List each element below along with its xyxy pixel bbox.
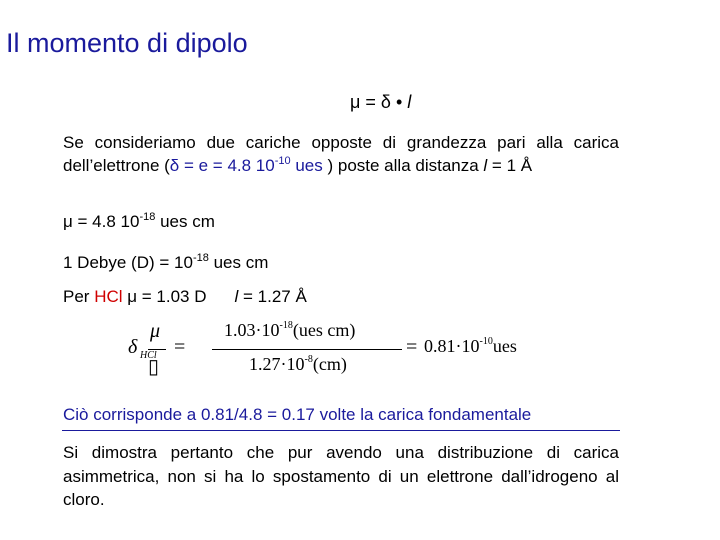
charge-value-base: δ = e = 4.8 10 [169,156,275,175]
hcl-l-symbol: l [234,287,239,306]
hcl-line [63,287,307,307]
mu-value-line [63,212,215,232]
eq-num-exp: -18 [279,320,293,331]
charge-value [170,156,323,175]
eq-rhs-value: 0.81·10 [424,336,480,356]
eq-rhs-unit: ues [492,336,517,356]
ratio-sentence: Ciò corrisponde a 0.81/4.8 = 0.17 volte la carica fondamentale [63,405,532,424]
charge-exponent: -10 [274,155,291,167]
paragraph-charges [63,131,619,177]
eq-rhs-exp: -10 [479,336,493,347]
para1-text-2: ) poste alla distanza [322,156,484,175]
hcl-mu: μ = 1.03 D [122,287,207,306]
divider [62,430,620,431]
debye-unit: ues cm [208,253,269,272]
eq-l-symbol: ▯ [148,356,160,378]
dot-symbol: • [395,92,403,112]
eq-mu: μ [150,320,161,342]
eq-equals-2: = [406,336,418,358]
mu-exponent: -18 [139,211,156,223]
para1-text: Se consideriamo due cariche opposte di grandezza pari alla carica dell’elettrone ( [63,133,619,175]
eq-denominator [249,354,347,375]
distance-value: = 1 Å [487,156,533,175]
hcl-equation [128,316,558,386]
eq-result [424,336,517,357]
dipole-formula [350,92,411,113]
eq-delta-sub: HCl [140,350,157,361]
debye-definition [63,253,268,273]
mu-value: μ = 4.8 10 [63,212,140,231]
eq-num-unit: (ues cm) [292,320,356,340]
equals-symbol: = [365,92,376,112]
eq-numerator [224,320,355,341]
eq-delta: δ [128,336,138,358]
debye-exponent: -18 [192,252,209,264]
slide-title: Il momento di dipolo [6,28,248,58]
conclusion-paragraph: Si dimostra pertanto che pur avendo una distribuzione di carica asimmetrica, non si ha lo spostamento di un elettrone dall’idrogeno al cloro. [63,443,619,509]
hcl-label: HCl [94,287,123,306]
debye-text: 1 Debye (D) = 10 [63,253,193,272]
delta-symbol: δ [380,92,391,112]
hcl-per: Per [63,287,95,306]
eq-den-value: 1.27·10 [249,354,305,374]
mu-unit: ues cm [155,212,215,231]
eq-num-value: 1.03·10 [224,320,280,340]
eq-equals-1: = [174,336,186,358]
mu-symbol: μ [350,92,361,112]
eq-den-exp: -8 [304,354,313,365]
charge-unit: ues [290,156,323,175]
length-symbol: l [407,92,412,112]
hcl-l-value: = 1.27 Å [238,287,307,306]
distance-symbol: l [483,156,488,175]
eq-den-unit: (cm) [312,354,347,374]
